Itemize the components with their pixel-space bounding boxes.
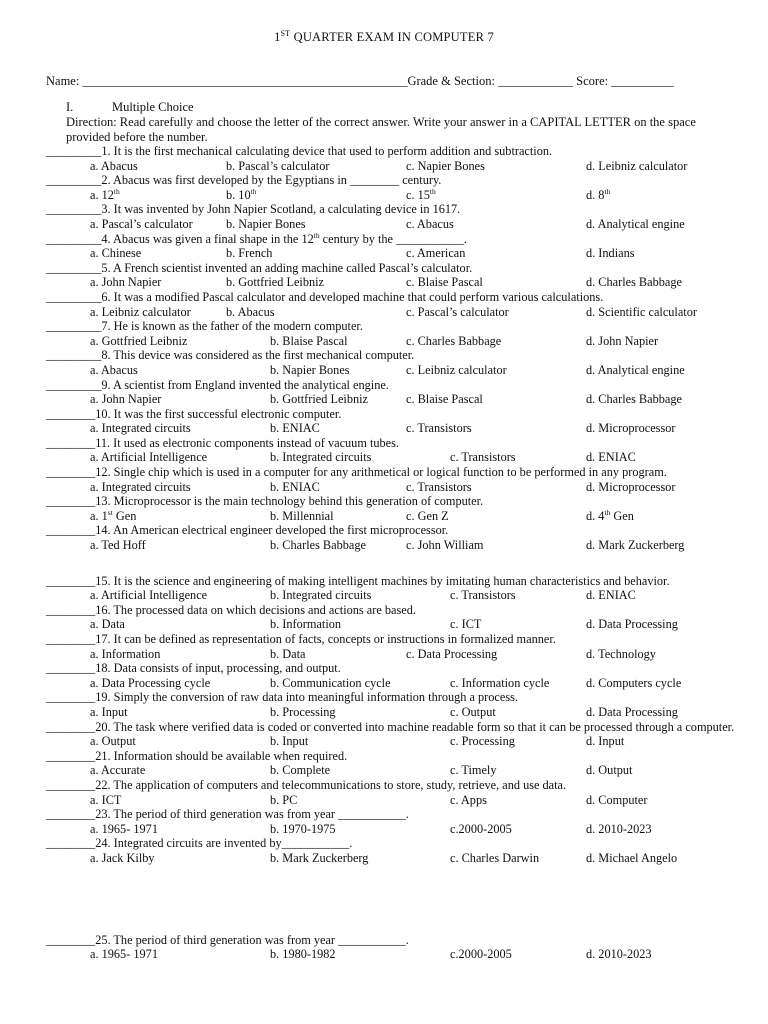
- option-c: c. Transistors: [406, 421, 472, 436]
- question-item: [46, 807, 736, 836]
- option-d: d. Michael Angelo: [586, 850, 678, 865]
- option-a: a. Data Processing cycle: [90, 675, 211, 690]
- option-d: d. Analytical engine: [586, 216, 685, 231]
- option-d: d. Charles Babbage: [586, 392, 682, 407]
- question-item: [46, 523, 736, 552]
- option-d: d. Indians: [586, 246, 635, 261]
- option-c: c. 15th: [406, 186, 436, 202]
- option-b: b. PC: [270, 792, 298, 807]
- option-d: d. Charles Babbage: [586, 275, 682, 290]
- answer-options: [46, 509, 736, 524]
- option-b: b. Complete: [270, 763, 331, 778]
- option-a: a. Ted Hoff: [90, 538, 146, 553]
- answer-options: [46, 734, 736, 749]
- question-item: [46, 690, 736, 719]
- option-c: c. Output: [450, 704, 496, 719]
- option-d: d. 4th Gen: [586, 507, 634, 523]
- question-item: [46, 319, 736, 348]
- answer-options: [46, 450, 736, 465]
- question-item: [46, 494, 736, 523]
- option-a: a. Integrated circuits: [90, 479, 191, 494]
- option-c: c. Napier Bones: [406, 158, 485, 173]
- question-stem: _________9. A scientist from England invented the analytical engine.: [46, 377, 389, 392]
- option-a: a. 1965- 1971: [90, 821, 158, 836]
- option-b: b. Information: [270, 617, 342, 632]
- question-stem: _________6. It was a modified Pascal calculator and developed machine that could perform various calculations.: [46, 289, 604, 304]
- option-b: b. Integrated circuits: [270, 450, 372, 465]
- question-item: [46, 603, 736, 632]
- question-stem: ________24. Integrated circuits are invented by___________.: [46, 836, 353, 851]
- option-b: b. 1970-1975: [270, 821, 336, 836]
- question-stem: _________7. He is known as the father of the modern computer.: [46, 319, 363, 334]
- exam-title: 1ST QUARTER EXAM IN COMPUTER 7: [274, 28, 494, 44]
- option-a: a. Artificial Intelligence: [90, 450, 208, 465]
- question-item: [46, 407, 736, 436]
- answer-options: [46, 851, 736, 866]
- answer-options: [46, 538, 736, 553]
- question-stem: _________3. It was invented by John Napier Scotland, a calculating device in 1617.: [46, 202, 461, 217]
- question-list: [46, 144, 736, 962]
- option-b: b. Charles Babbage: [270, 538, 366, 553]
- option-c: c. Abacus: [406, 216, 454, 231]
- option-c: c. American: [406, 246, 466, 261]
- option-d: d. Scientific calculator: [586, 304, 697, 319]
- question-item: [46, 465, 736, 494]
- option-b: b. Processing: [270, 704, 336, 719]
- option-d: d. Data Processing: [586, 704, 678, 719]
- question-item: [46, 778, 736, 807]
- question-item: [46, 574, 736, 603]
- option-a: a. Abacus: [90, 362, 138, 377]
- option-c: c. Timely: [450, 763, 497, 778]
- question-stem: ________12. Single chip which is used in a computer for any arithmetical or logical function to be performed in any program.: [46, 465, 667, 480]
- question-item: [46, 836, 736, 865]
- section-title: Multiple Choice: [112, 100, 194, 114]
- option-b: b. 10th: [226, 186, 257, 202]
- section-heading: [66, 100, 194, 115]
- question-item: [46, 144, 736, 173]
- question-stem: ________23. The period of third generation was from year ___________.: [46, 807, 409, 822]
- option-a: a. John Napier: [90, 275, 162, 290]
- option-c: c. Charles Darwin: [450, 850, 540, 865]
- option-b: b. Gottfried Leibniz: [226, 275, 325, 290]
- answer-options: [46, 246, 736, 261]
- option-a: a. Pascal’s calculator: [90, 216, 193, 231]
- option-a: a. Leibniz calculator: [90, 304, 191, 319]
- option-b: b. Data: [270, 646, 306, 661]
- option-a: a. Abacus: [90, 158, 138, 173]
- question-stem: _________1. It is the first mechanical calculating device that used to perform addition and subtraction.: [46, 144, 553, 158]
- option-a: a. Jack Kilby: [90, 850, 155, 865]
- option-d: d. 2010-2023: [586, 821, 652, 836]
- question-item: [46, 378, 736, 407]
- question-item: [46, 290, 736, 319]
- answer-options: [46, 392, 736, 407]
- option-d: d. Leibniz calculator: [586, 158, 688, 173]
- question-stem: ________13. Microprocessor is the main technology behind this generation of computer.: [46, 494, 484, 509]
- option-d: d. Input: [586, 734, 625, 749]
- question-stem: ________19. Simply the conversion of raw data into meaningful information through a process.: [46, 690, 518, 705]
- option-d: d. Computer: [586, 792, 648, 807]
- question-stem: ________18. Data consists of input, processing, and output.: [46, 661, 341, 676]
- question-item: [46, 173, 736, 202]
- answer-options: [46, 822, 736, 837]
- option-c: c. Transistors: [450, 588, 516, 603]
- option-d: d. Data Processing: [586, 617, 678, 632]
- option-a: a. Information: [90, 646, 161, 661]
- answer-options: [46, 617, 736, 632]
- question-item: [46, 661, 736, 690]
- option-a: a. Input: [90, 704, 128, 719]
- option-b: b. Integrated circuits: [270, 588, 372, 603]
- option-b: b. Blaise Pascal: [270, 333, 348, 348]
- answer-options: [46, 188, 736, 203]
- option-c: c. Gen Z: [406, 508, 449, 523]
- option-a: a. Artificial Intelligence: [90, 588, 208, 603]
- option-d: d. 2010-2023: [586, 947, 652, 962]
- option-d: d. Microprocessor: [586, 479, 676, 494]
- student-info-line: Name: ____________________________________________________Grade & Section: ____________ Score: __________: [46, 74, 674, 88]
- option-d: d. 8th: [586, 186, 611, 202]
- option-a: a. 1st Gen: [90, 507, 137, 523]
- answer-options: [46, 275, 736, 290]
- question-stem: _________2. Abacus was first developed by the Egyptians in ________ century.: [46, 173, 442, 188]
- answer-options: [46, 676, 736, 691]
- question-item: [46, 202, 736, 231]
- option-b: b. Gottfried Leibniz: [270, 392, 369, 407]
- answer-options: [46, 705, 736, 720]
- option-c: c. ICT: [450, 617, 482, 632]
- option-a: a. Accurate: [90, 763, 146, 778]
- question-stem: ________10. It was the first successful electronic computer.: [46, 406, 342, 421]
- question-stem: ________14. An American electrical engineer developed the first microprocessor.: [46, 523, 449, 538]
- option-c: c. Apps: [450, 792, 487, 807]
- option-b: b. Input: [270, 734, 309, 749]
- option-c: c. Data Processing: [406, 646, 498, 661]
- option-c: c. John William: [406, 538, 484, 553]
- option-a: a. Integrated circuits: [90, 421, 191, 436]
- question-stem: ________17. It can be defined as representation of facts, concepts or instructions in formalized manner.: [46, 632, 556, 646]
- option-b: b. Pascal’s calculator: [226, 158, 330, 173]
- question-stem: _________5. A French scientist invented an adding machine called Pascal’s calculator.: [46, 260, 473, 275]
- option-a: a. Gottfried Leibniz: [90, 333, 188, 348]
- answer-options: [46, 159, 736, 174]
- option-b: b. ENIAC: [270, 479, 320, 494]
- answer-options: [46, 421, 736, 436]
- option-a: a. John Napier: [90, 392, 162, 407]
- option-a: a. Data: [90, 617, 125, 632]
- option-c: c. Information cycle: [450, 675, 550, 690]
- answer-options: [46, 480, 736, 495]
- option-a: a. 12th: [90, 186, 120, 202]
- option-c: c. Transistors: [406, 479, 472, 494]
- answer-options: [46, 793, 736, 808]
- answer-options: [46, 217, 736, 232]
- option-a: a. 1965- 1971: [90, 947, 158, 962]
- question-item: [46, 348, 736, 377]
- question-item: [46, 261, 736, 290]
- question-item: [46, 436, 736, 465]
- option-b: b. French: [226, 246, 273, 261]
- option-d: d. ENIAC: [586, 450, 636, 465]
- question-item: [46, 749, 736, 778]
- answer-options: [46, 647, 736, 662]
- question-stem: _________4. Abacus was given a final shape in the 12th century by the ___________.: [46, 230, 467, 246]
- option-a: a. ICT: [90, 792, 122, 807]
- option-d: d. Computers cycle: [586, 675, 682, 690]
- option-d: d. Output: [586, 763, 633, 778]
- question-item: [46, 232, 736, 261]
- option-c: c. Charles Babbage: [406, 333, 502, 348]
- option-b: b. Millennial: [270, 508, 334, 523]
- option-b: b. Communication cycle: [270, 675, 391, 690]
- question-stem: ________11. It used as electronic components instead of vacuum tubes.: [46, 435, 399, 450]
- option-b: b. Napier Bones: [270, 362, 350, 377]
- option-c: c. Pascal’s calculator: [406, 304, 509, 319]
- question-stem: ________25. The period of third generation was from year ___________.: [46, 932, 409, 947]
- option-d: d. Analytical engine: [586, 362, 685, 377]
- question-stem: ________21. Information should be available when required.: [46, 748, 348, 763]
- question-item: [46, 933, 736, 962]
- option-c: c. Leibniz calculator: [406, 362, 507, 377]
- option-c: c. Blaise Pascal: [406, 275, 483, 290]
- question-stem: ________22. The application of computers and telecommunications to store, study, retrieve, and use data.: [46, 777, 567, 792]
- option-b: b. 1980-1982: [270, 947, 336, 962]
- option-c: c. Transistors: [450, 450, 516, 465]
- option-a: a. Chinese: [90, 246, 142, 261]
- option-d: d. Technology: [586, 646, 656, 661]
- question-item: [46, 720, 736, 749]
- option-c: c. Processing: [450, 734, 515, 749]
- section-number: I.: [66, 100, 74, 114]
- directions: Direction: Read carefully and choose the letter of the correct answer. Write your answer in a CAPITAL LETTER on the space provided before the number.: [66, 115, 696, 144]
- option-c: c. Blaise Pascal: [406, 392, 483, 407]
- question-stem: ________16. The processed data on which decisions and actions are based.: [46, 602, 416, 617]
- option-c: c.2000-2005: [450, 821, 512, 836]
- answer-options: [46, 363, 736, 378]
- question-item: [46, 632, 736, 661]
- answer-options: [46, 588, 736, 603]
- option-d: d. Microprocessor: [586, 421, 676, 436]
- option-d: d. Mark Zuckerberg: [586, 538, 685, 553]
- answer-options: [46, 305, 736, 320]
- answer-options: [46, 947, 736, 962]
- option-d: d. ENIAC: [586, 588, 636, 603]
- option-a: a. Output: [90, 734, 136, 749]
- option-b: b. Abacus: [226, 304, 275, 319]
- question-stem: ________15. It is the science and engineering of making intelligent machines by imitating human characteristics and behavior.: [46, 573, 670, 588]
- question-stem: _________8. This device was considered as the first mechanical computer.: [46, 348, 415, 363]
- answer-options: [46, 334, 736, 349]
- question-stem: ________20. The task where verified data is coded or converted into machine readable form so that it can be processed through a computer.: [46, 719, 735, 734]
- answer-options: [46, 763, 736, 778]
- option-b: b. Napier Bones: [226, 216, 306, 231]
- option-c: c.2000-2005: [450, 947, 512, 962]
- option-d: d. John Napier: [586, 333, 659, 348]
- option-b: b. Mark Zuckerberg: [270, 850, 369, 865]
- option-b: b. ENIAC: [270, 421, 320, 436]
